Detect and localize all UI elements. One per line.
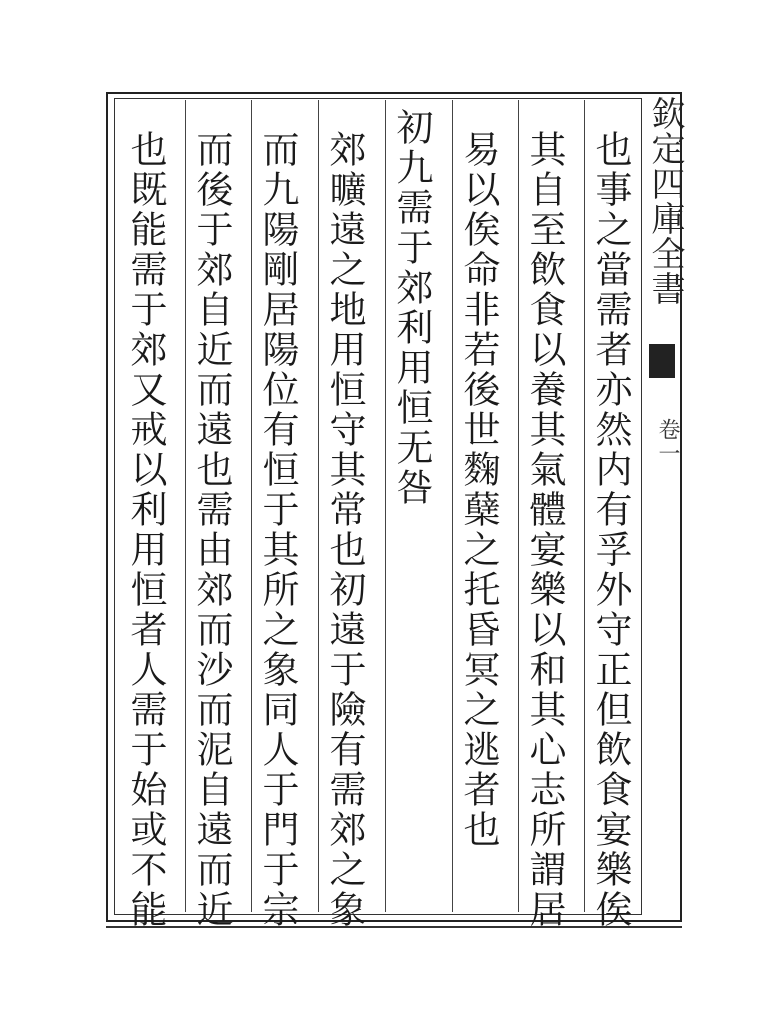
column-rule bbox=[318, 100, 319, 912]
text-column-6: 而九陽剛居陽位有恒于其所之象同人于門于宗 bbox=[256, 130, 299, 930]
text-column-5: 郊曠遠之地用恒守其常也初遠于險有需郊之象 bbox=[323, 130, 366, 930]
column-rule bbox=[185, 100, 186, 912]
text-column-4: 初九需于郊利用恒无咎 bbox=[390, 108, 433, 508]
column-rule bbox=[251, 100, 252, 912]
column-rule bbox=[385, 100, 386, 912]
text-column-8: 也既能需于郊又戒以利用恒者人需于始或不能 bbox=[124, 130, 167, 930]
text-column-7: 而後于郊自近而遠也需由郊而沙而泥自遠而近 bbox=[190, 130, 233, 930]
chapter-marker: 卷一 bbox=[655, 418, 680, 466]
text-column-1: 也事之當需者亦然内有孚外守正但飲食宴樂俟 bbox=[589, 130, 632, 930]
text-column-2: 其自至飲食以養其氣體宴樂以和其心志所謂居 bbox=[523, 130, 566, 930]
fish-tail-mark-icon bbox=[649, 344, 675, 378]
column-rule bbox=[584, 100, 585, 912]
bottom-border bbox=[106, 926, 682, 928]
book-title: 欽定四庫全書 bbox=[645, 96, 685, 306]
text-column-3: 易以俟命非若後世麴蘖之托昏冥之逃者也 bbox=[457, 130, 500, 850]
column-rule bbox=[452, 100, 453, 912]
column-rule bbox=[518, 100, 519, 912]
